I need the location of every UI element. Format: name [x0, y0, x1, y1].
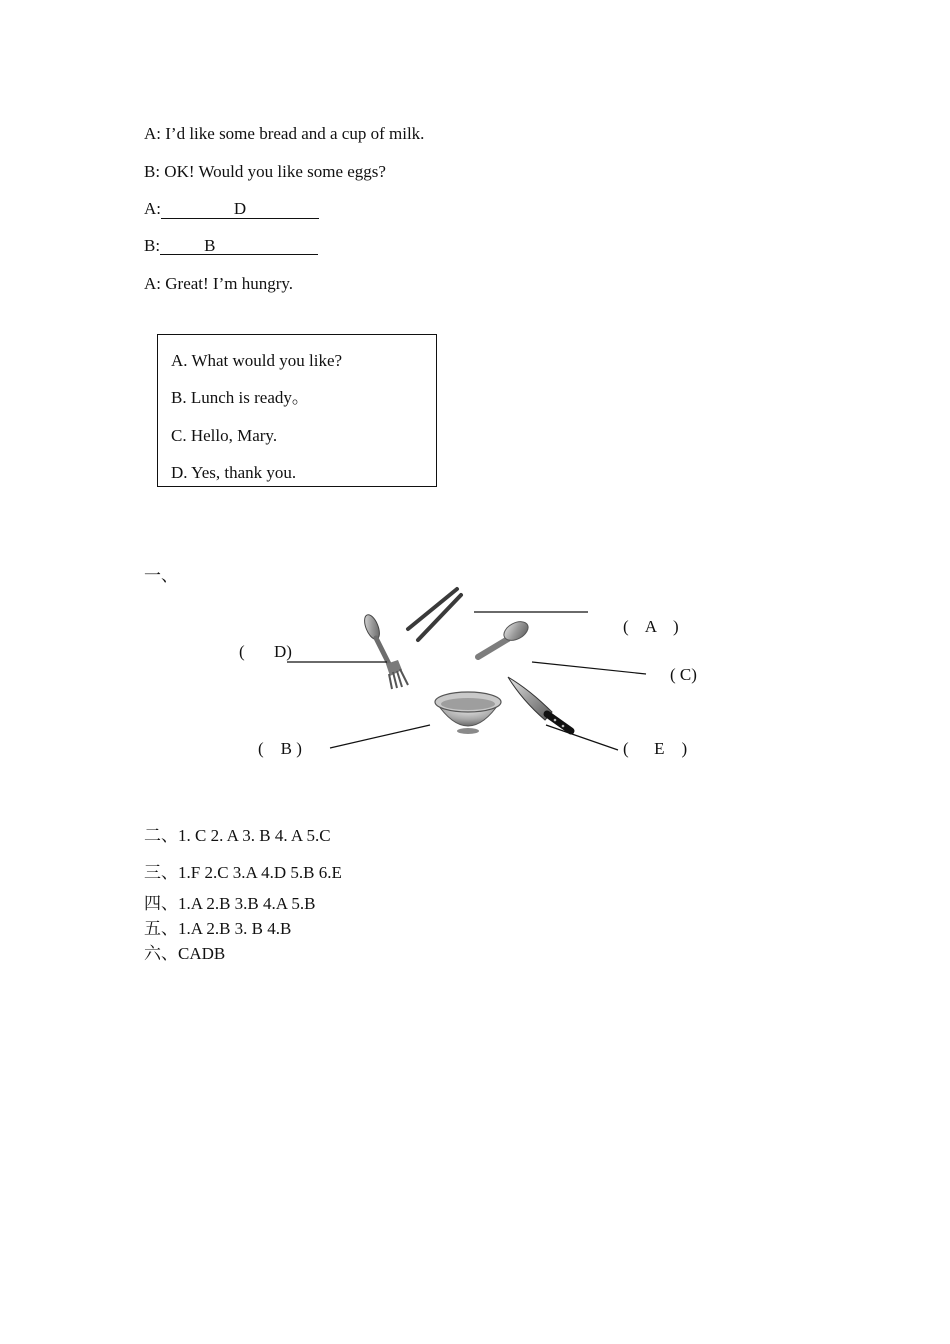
dialogue-line-5: A: Great! I’m hungry.	[144, 274, 294, 293]
option-d: D. Yes, thank you.	[171, 463, 297, 482]
chopsticks-image	[408, 589, 461, 640]
fork-image	[362, 613, 408, 689]
option-b: B. Lunch is ready。	[171, 388, 309, 407]
label-fork-answer: D)	[274, 642, 292, 661]
option-c: C. Hello, Mary.	[171, 426, 278, 445]
spoon-image	[478, 618, 531, 657]
match-line-bowl	[330, 725, 430, 748]
dialogue-line-2: B: OK! Would you like some eggs?	[144, 162, 386, 181]
label-bowl: ( B )	[258, 739, 302, 758]
match-line-spoon	[532, 662, 646, 674]
option-a: A. What would you like?	[171, 351, 343, 370]
answers-section-3: 三、1.F 2.C 3.A 4.D 5.B 6.E	[144, 863, 342, 882]
label-fork-open: (	[239, 642, 245, 661]
bowl-image	[435, 692, 501, 734]
label-spoon: ( C)	[670, 665, 697, 684]
section-1-heading: 一、	[144, 566, 178, 585]
answers-section-6: 六、CADB	[144, 944, 226, 963]
dialogue-line-4-speaker: B:	[144, 236, 161, 255]
dialogue-line-4-blank: B	[160, 236, 318, 255]
answers-section-2: 二、1. C 2. A 3. B 4. A 5.C	[144, 826, 331, 845]
match-line-knife	[546, 725, 618, 750]
dialogue-line-3-blank: D	[161, 199, 319, 219]
answers-section-4: 四、1.A 2.B 3.B 4.A 5.B	[144, 894, 316, 913]
label-knife: ( E )	[623, 739, 688, 758]
answers-section-5: 五、1.A 2.B 3. B 4.B	[144, 919, 292, 938]
dialogue-line-3-speaker: A:	[144, 199, 161, 218]
knife-image	[508, 677, 571, 731]
dialogue-line-1: A: I’d like some bread and a cup of milk.	[144, 124, 425, 143]
label-chopsticks: ( A )	[623, 617, 679, 636]
